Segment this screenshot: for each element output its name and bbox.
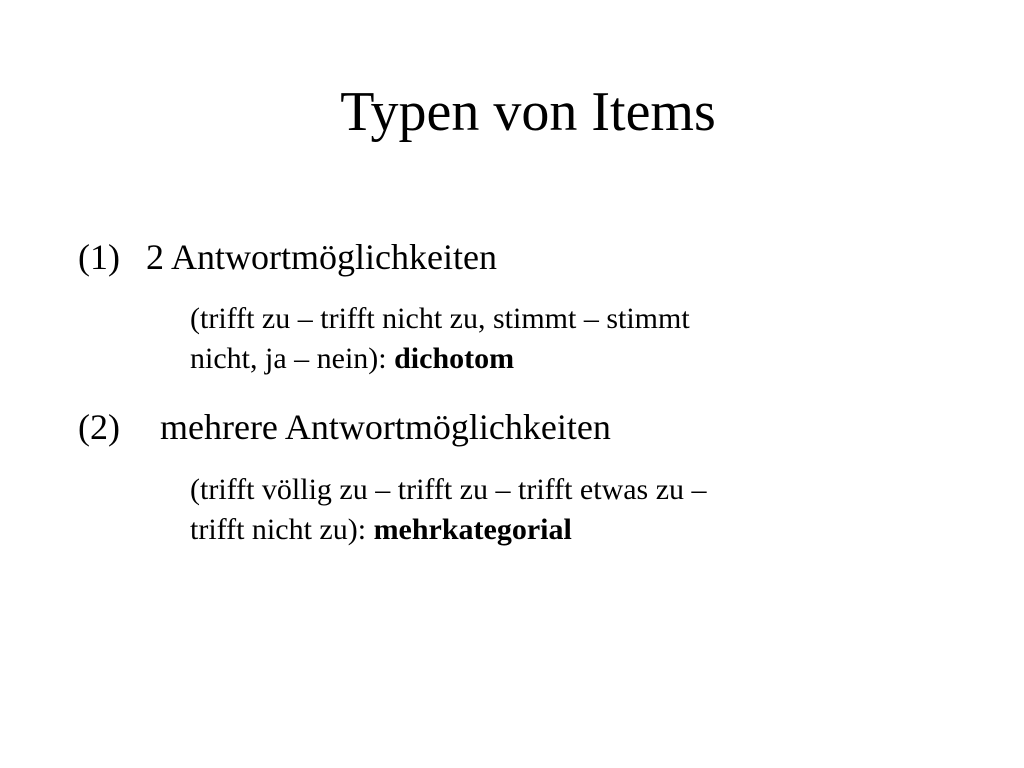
item-detail-line xyxy=(190,339,690,379)
item-detail-prefix: nicht, ja – nein): xyxy=(190,342,395,375)
item-term: dichotom xyxy=(394,342,515,375)
item-detail xyxy=(190,470,707,550)
item-detail xyxy=(190,299,690,379)
item-detail-line: (trifft völlig zu – trifft zu – trifft etwas zu – xyxy=(190,473,707,506)
item-detail-line xyxy=(190,510,707,550)
item-heading: 2 Antwortmöglichkeiten xyxy=(146,237,497,277)
item-term: mehrkategorial xyxy=(373,513,572,546)
slide-title: Typen von Items xyxy=(340,81,716,143)
item-detail-prefix: trifft nicht zu): xyxy=(190,513,374,546)
item-heading: mehrere Antwortmöglichkeiten xyxy=(160,407,611,447)
item-detail-line: (trifft zu – trifft nicht zu, stimmt – stimmt xyxy=(190,302,690,335)
item-number: (2) xyxy=(78,407,120,447)
item-number: (1) xyxy=(78,237,120,277)
